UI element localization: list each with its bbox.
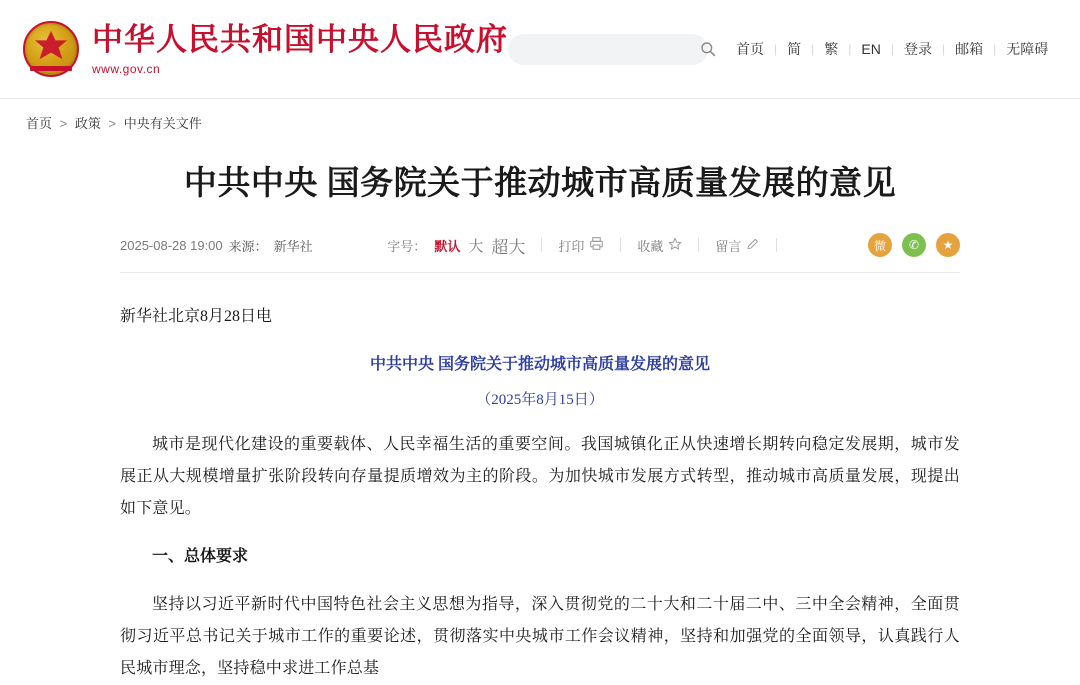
search-input[interactable] xyxy=(520,41,700,58)
paragraph: 城市是现代化建设的重要载体、人民幸福生活的重要空间。我国城镇化正从快速增长期转向稳定发展期，城市发展正从大规模增量扩张阶段转向存量提质增效为主的阶段。为加快城市发展方式转型，推动城市高质量发展，现提出如下意见。 xyxy=(120,435,960,517)
meta-left xyxy=(120,236,313,255)
meta-divider xyxy=(698,238,699,252)
section-heading: 一、总体要求 xyxy=(152,547,249,565)
weibo-share-icon[interactable]: 微 xyxy=(868,233,892,257)
header-right xyxy=(508,34,1058,65)
site-header xyxy=(0,0,1080,98)
page-title: 中共中央 国务院关于推动城市高质量发展的意见 xyxy=(183,166,897,202)
nav-separator: | xyxy=(811,42,815,56)
favorite-share-icon[interactable]: ★ xyxy=(936,233,960,257)
breadcrumb-item-policy[interactable]: 政策 xyxy=(74,116,101,131)
meta-divider xyxy=(620,238,621,252)
search-icon[interactable] xyxy=(700,40,716,58)
top-nav xyxy=(726,39,1058,59)
favorite-button[interactable] xyxy=(637,236,682,255)
nav-separator: | xyxy=(848,42,852,56)
site-domain: www.gov.cn xyxy=(92,61,161,76)
publish-datetime: 2025-08-28 19:00 xyxy=(120,237,223,253)
nav-item-traditional[interactable]: 繁 xyxy=(824,41,839,57)
document-inner-title: 中共中央 国务院关于推动城市高质量发展的意见 xyxy=(369,355,710,373)
print-button[interactable] xyxy=(558,236,604,255)
fontsize-group xyxy=(387,233,525,258)
source-label: 来源： xyxy=(228,238,268,254)
fontsize-large[interactable]: 大 xyxy=(468,237,484,255)
site-title: 中华人民共和国中央人民政府 xyxy=(92,22,508,58)
nav-separator: | xyxy=(941,42,946,56)
share-group xyxy=(868,233,960,257)
nav-separator: | xyxy=(993,42,997,56)
nav-separator: | xyxy=(890,42,894,56)
star-icon xyxy=(668,237,682,254)
comment-button[interactable] xyxy=(715,236,760,255)
breadcrumb-item-home[interactable]: 首页 xyxy=(26,116,53,131)
nav-separator: | xyxy=(774,42,778,56)
print-label: 打印 xyxy=(558,238,585,254)
nav-item-english[interactable]: EN xyxy=(861,41,881,57)
meta-center xyxy=(387,233,793,258)
breadcrumb-separator: > xyxy=(108,116,117,131)
meta-divider xyxy=(776,238,777,252)
document-inner-date: （2025年8月15日） xyxy=(476,391,604,408)
national-emblem-icon xyxy=(20,18,82,80)
printer-icon xyxy=(589,236,604,254)
fontsize-default[interactable]: 默认 xyxy=(434,238,461,254)
nav-item-simplified[interactable]: 简 xyxy=(787,41,802,57)
pencil-icon xyxy=(746,237,760,254)
wechat-share-icon[interactable]: ✆ xyxy=(902,233,926,257)
article-body xyxy=(120,301,960,685)
paragraph: 坚持以习近平新时代中国特色社会主义思想为指导，深入贯彻党的二十大和二十届二中、三中全会精神，全面贯彻习近平总书记关于城市工作的重要论述，贯彻落实中央城市工作会议精神，坚持和加强党的全面领导，认真践行人民城市理念，坚持稳中求进工作总基 xyxy=(120,595,960,677)
nav-item-accessibility[interactable]: 无障碍 xyxy=(1006,41,1049,57)
favorite-label: 收藏 xyxy=(637,238,664,254)
search-box[interactable] xyxy=(508,34,708,65)
article-meta-bar xyxy=(120,233,960,273)
breadcrumb xyxy=(0,99,1080,144)
fontsize-label: 字号： xyxy=(387,238,427,254)
nav-item-home[interactable]: 首页 xyxy=(736,41,764,57)
article xyxy=(120,144,960,685)
nav-item-mail[interactable]: 邮箱 xyxy=(955,41,984,57)
dateline: 新华社北京8月28日电 xyxy=(120,307,273,325)
nav-item-login[interactable]: 登录 xyxy=(903,41,932,57)
meta-divider xyxy=(541,238,542,252)
site-brand[interactable] xyxy=(92,22,508,76)
fontsize-extra-large[interactable]: 超大 xyxy=(491,237,526,257)
breadcrumb-item-central-documents[interactable]: 中央有关文件 xyxy=(123,116,202,131)
breadcrumb-separator: > xyxy=(59,116,68,131)
comment-label: 留言 xyxy=(715,238,742,254)
source-name: 新华社 xyxy=(273,238,313,254)
